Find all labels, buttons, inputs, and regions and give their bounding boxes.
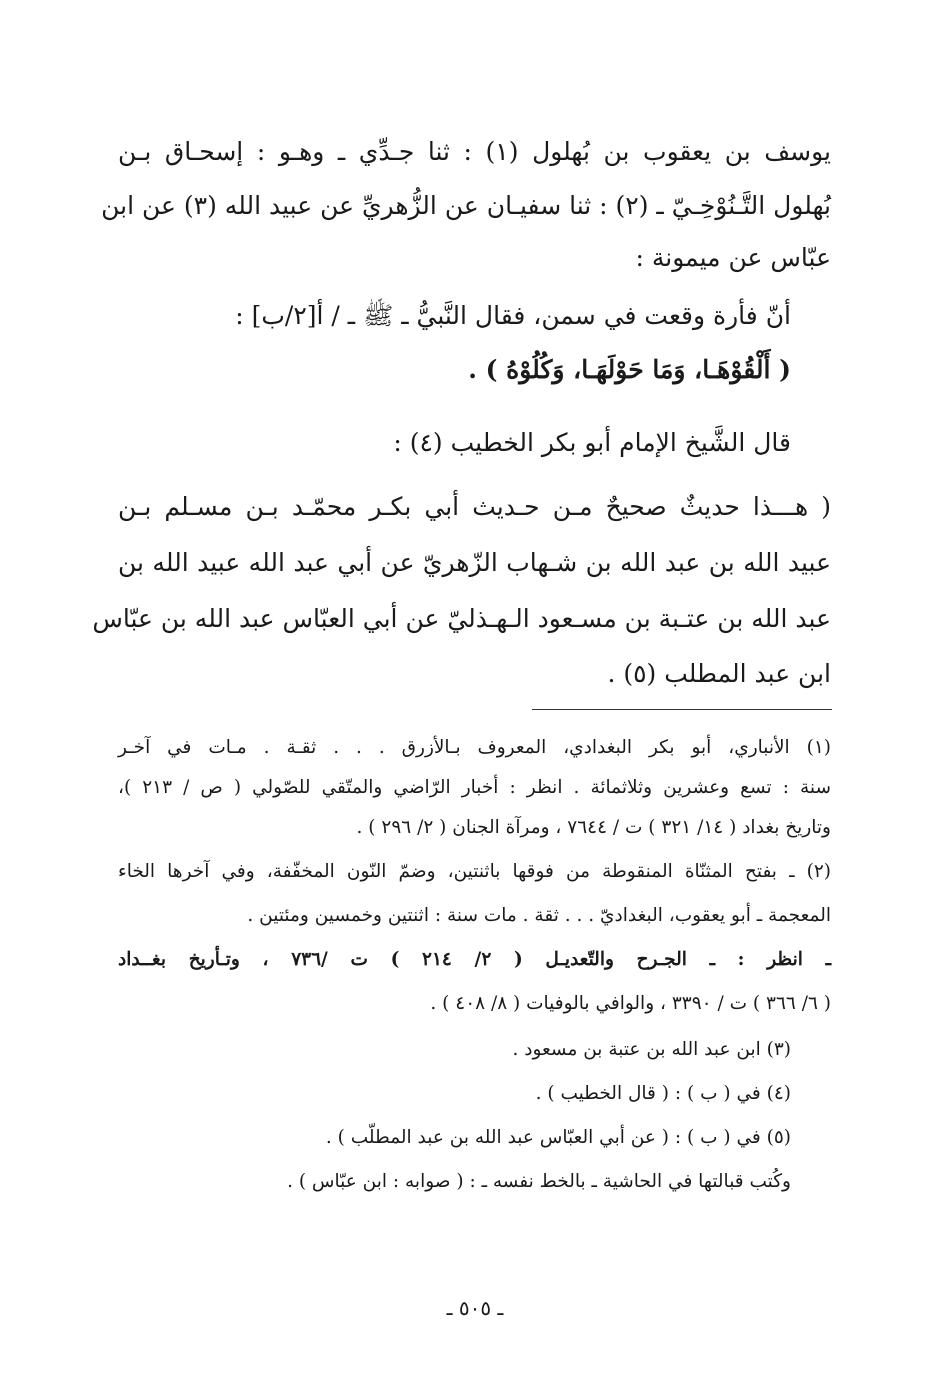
footnote-line-1: (١) الأنباري، أبو بكر البغدادي، المعروف بـالأزرق . . . ثقـة . مـات في آخـر xyxy=(118,737,831,758)
hadith-text-line-1: أنّ فأرة وقعت في سمن، فقال النَّبيُّ ـ ﷺ ـ / أ[٢/ب] : xyxy=(235,301,791,330)
footnote-line-4: (٢) ـ بفتح المثنّاة المنقوطة من فوقها باثنتين، وضمّ النّون المخفّفة، وفي آخرها الخاء xyxy=(118,861,831,882)
hadith-text-line-2: ( أَلْقُوْهَـا، وَمَا حَوْلَهَـا، وَكُلُوْهُ ) . xyxy=(468,355,791,384)
footnote-separator xyxy=(532,709,832,710)
footnote-line-10: (٥) في ( ب ) : ( عن أبي العبّاس عبد الله بن عبد المطلّب ) . xyxy=(325,1127,791,1148)
footnote-line-7: ( ٦/ ٣٦٦ ) ت / ٣٣٩٠ ، والوافي بالوفيات ( ٨/ ٤٠٨ ) . xyxy=(430,993,831,1014)
main-line-3: عبّاس عن ميمونة : xyxy=(635,243,831,272)
footnote-line-5: المعجمة ـ أبو يعقوب، البغداديّ . . . ثقة . مات سنة : اثنتين وخمسين ومئتين . xyxy=(247,905,831,926)
main-line-8: عبيد الله بن عبد الله بن شـهاب الزّهريّ عن أبي عبد الله عبيد الله بن xyxy=(118,548,831,577)
footnote-line-11: وكُتب قبالتها في الحاشية ـ بالخط نفسه ـ : ( صوابه : ابن عبّاس ) . xyxy=(287,1171,791,1192)
main-line-10: ابن عبد المطلب (٥) . xyxy=(607,659,831,688)
main-line-2: بُهلول التَّـنُوْخِـيّ ـ (٢) : ثنا سفيـان عن الزُّهريِّ عن عبيد الله (٣) عن ابن xyxy=(101,191,831,220)
main-line-7: ( هـــذا حديثٌ صحيحٌ مـن حـديث أبي بكـر محمّـد بـن مسـلم بـن xyxy=(118,492,831,521)
footnote-line-2: سنة : تسع وعشرين وثلاثمائة . انظر : أخبار الرّاضي والمتّقي للصّولي ( ص / ٢١٣ )، xyxy=(118,777,831,798)
main-line-1: يوسف بن يعقوب بن بُهلول (١) : ثنا جـدِّي ـ وهـو : إسحـاق بـن xyxy=(118,137,831,166)
footnote-line-3: وتاريخ بغداد ( ١٤/ ٣٢١ ) ت / ٧٦٤٤ ، ومرآة الجنان ( ٢/ ٢٩٦ ) . xyxy=(356,817,831,838)
footnote-line-6: ـ انظر : ـ الجـرح والتّعديـل ( ٢/ ٢١٤ ) ت /٧٣٦ ، وتـأريخ بغــداد xyxy=(118,949,831,970)
footnote-line-8: (٣) ابن عبد الله بن عتبة بن مسعود . xyxy=(512,1039,791,1060)
page-number: ـ ٥٠٥ ـ xyxy=(446,1296,504,1320)
footnote-line-9: (٤) في ( ب ) : ( قال الخطيب ) . xyxy=(535,1083,791,1104)
main-line-9: عبد الله بن عتـبة بن مسـعود الـهـذليّ عن أبي العبّاس عبد الله بن عبّاس xyxy=(92,604,831,633)
main-line-6: قال الشَّيخ الإمام أبو بكر الخطيب (٤) : xyxy=(393,428,791,457)
